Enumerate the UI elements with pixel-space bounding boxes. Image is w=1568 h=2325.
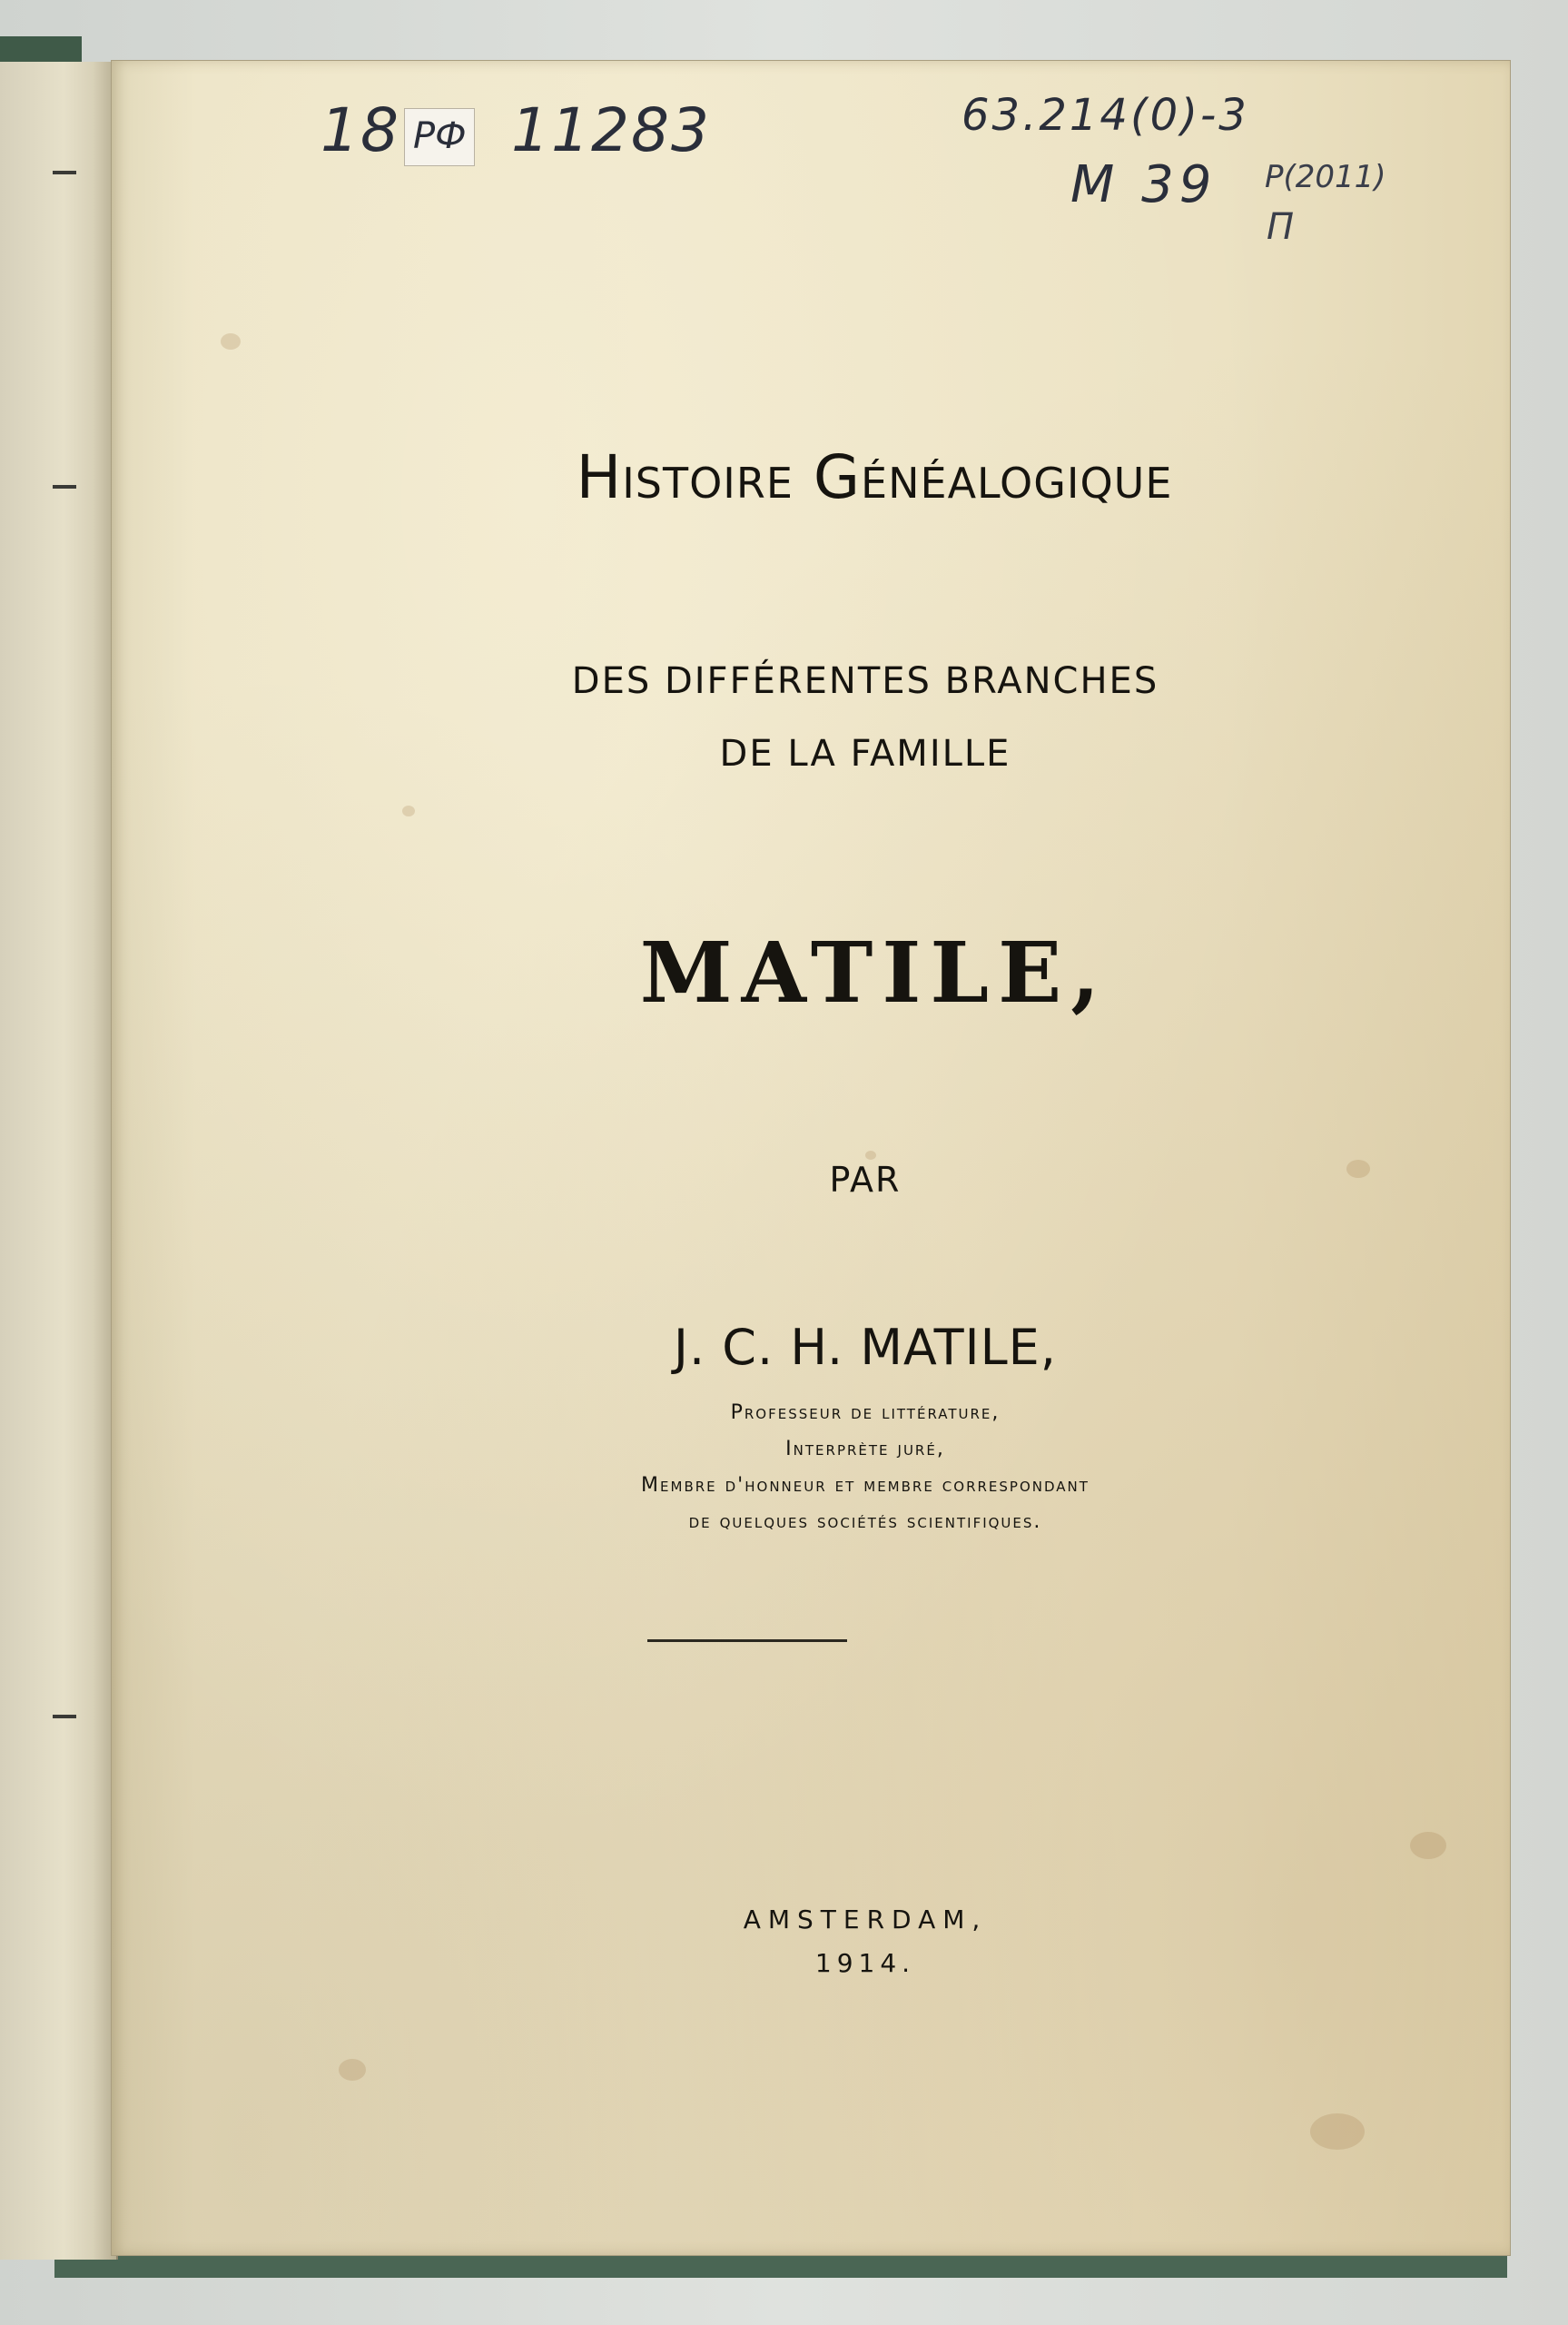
author-name: J. C. H. MATILE, [674,1319,1057,1376]
subtitle-line-1: DES DIFFÉRENTES BRANCHES [571,660,1159,702]
handwritten-stamp-code: РФ [413,115,467,157]
foxing-spot [402,806,415,816]
handwritten-shelf-mark-number: 11283 [511,95,711,165]
handwritten-classification: 63.214(0)-3 [962,90,1249,141]
binding-stitch [53,1715,76,1718]
author-credential: Professeur de littérature, [730,1401,1001,1424]
foxing-spot [865,1151,876,1160]
imprint-year: 1914. [814,1948,916,1978]
main-title: Histoire Généalogique [576,442,1173,512]
author-credential: Membre d'honneur et membre correspondant [641,1474,1090,1497]
foxing-spot [1310,2113,1365,2150]
binding-stitch [53,171,76,174]
handwritten-note-letter: П [1267,206,1295,248]
decorative-rule [647,1639,847,1642]
author-credential: de quelques sociétés scientifiques. [688,1510,1042,1533]
family-name: MATILE, [639,924,1109,1022]
handwritten-note: Р(2011) [1265,159,1386,195]
imprint-place: AMSTERDAM, [743,1905,988,1934]
author-credential: Interprète juré, [785,1438,945,1460]
handwritten-author-mark: М 39 [1070,155,1218,214]
subtitle-line-2: DE LA FAMILLE [719,733,1011,775]
foxing-spot [1410,1832,1446,1859]
foxing-spot [221,333,241,350]
by-line: PAR [829,1160,902,1200]
left-leaf-gutter [0,62,118,2260]
binding-stitch [53,485,76,489]
handwritten-shelf-mark-prefix: 18 [321,95,400,165]
title-page [111,60,1511,2256]
foxing-spot [339,2059,366,2081]
